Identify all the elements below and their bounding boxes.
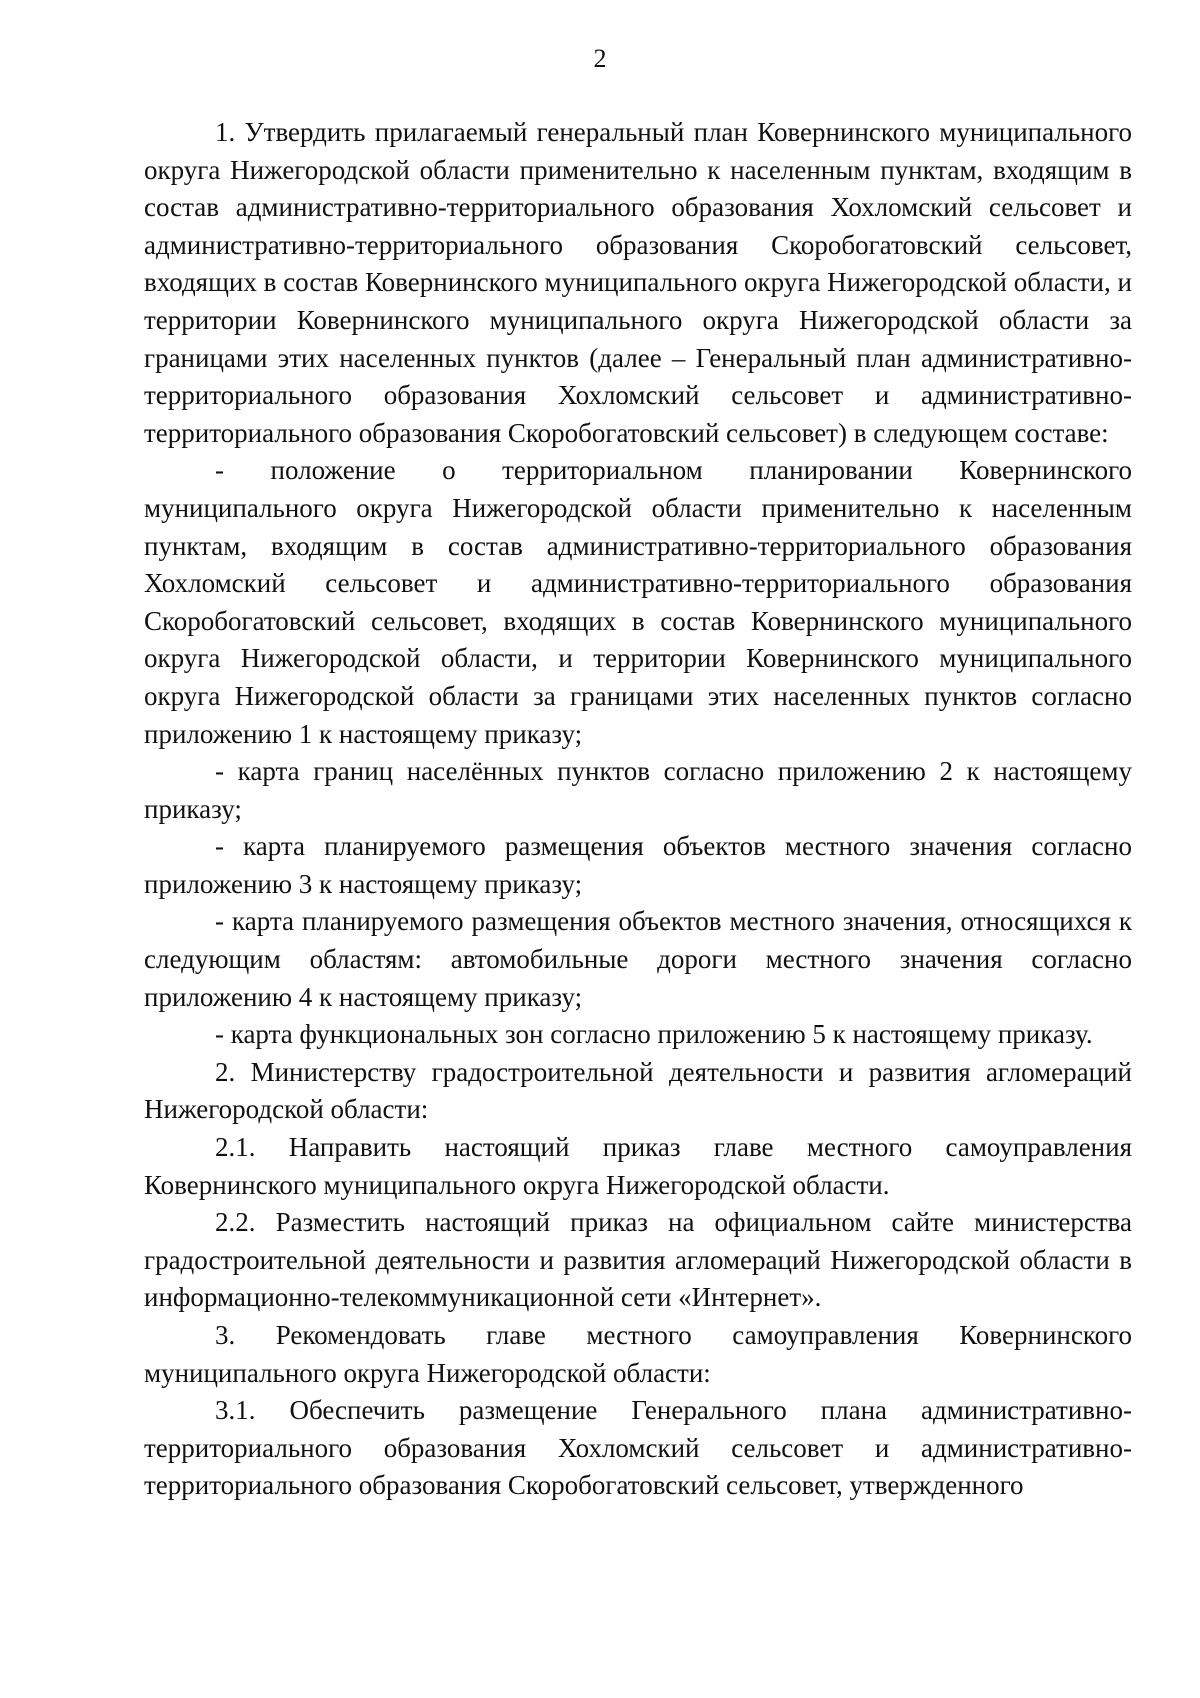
page-number: 2 (593, 44, 607, 73)
paragraph-1-item-local-objects-map: - карта планируемого размещения объектов местного значения согласно приложению 3 к настоящему приказу; (144, 831, 1132, 899)
paragraph-1-item-zones-map: - карта функциональных зон согласно приложению 5 к настоящему приказу. (215, 1019, 1093, 1050)
paragraph-1-item-boundaries-map: - карта границ населённых пунктов согласно приложению 2 к настоящему приказу; (144, 756, 1132, 824)
document-body (144, 114, 1132, 1505)
paragraph-1-item-regulation: - положение о территориальном планировании Ковернинского муниципального округа Нижегородской области применительно к населенным пунктам, входящим в состав административно-территориального образования Хохломский сельсовет и административно-территориального образования Скоробогатовский сельсовет, входящих в состав Ковернинского муниципального округа Нижегородской области, и территории Ковернинского муниципального округа Нижегородской области за границами этих населенных пунктов согласно приложению 1 к настоящему приказу; (144, 455, 1132, 749)
paragraph-1-item-roads-map: - карта планируемого размещения объектов местного значения, относящихся к следующим областям: автомобильные дороги местного значения согласно приложению 4 к настоящему приказу; (144, 906, 1132, 1012)
paragraph-3: 3. Рекомендовать главе местного самоуправления Ковернинского муниципального округа Нижегородской области: (144, 1320, 1132, 1388)
paragraph-2: 2. Министерству градостроительной деятельности и развития агломераций Нижегородской области: (144, 1056, 1132, 1125)
paragraph-2-2: 2.2. Разместить настоящий приказ на официальном сайте министерства градостроительной деятельности и развития агломераций Нижегородской области в информационно-телекоммуникационной сети «Интернет». (144, 1207, 1132, 1313)
paragraph-1: 1. Утвердить прилагаемый генеральный план Ковернинского муниципального округа Нижегородской области применительно к населенным пунктам, входящим в состав административно-территориального образования Хохломский сельсовет и административно-территориального образования Скоробогатовский сельсовет, входящих в состав Ковернинского муниципального округа Нижегородской области, и территории Ковернинского муниципального округа Нижегородской области за границами этих населенных пунктов (далее – Генеральный план административно-территориального образования Хохломский сельсовет и административно-территориального образования Скоробогатовский сельсовет) в следующем составе: (144, 117, 1132, 448)
paragraph-3-1: 3.1. Обеспечить размещение Генерального плана административно-территориального образования Хохломский сельсовет и административно-территориального образования Скоробогатовский сельсовет, утвержденного (144, 1395, 1132, 1501)
paragraph-2-1: 2.1. Направить настоящий приказ главе местного самоуправления Ковернинского муниципального округа Нижегородской области. (144, 1132, 1132, 1200)
